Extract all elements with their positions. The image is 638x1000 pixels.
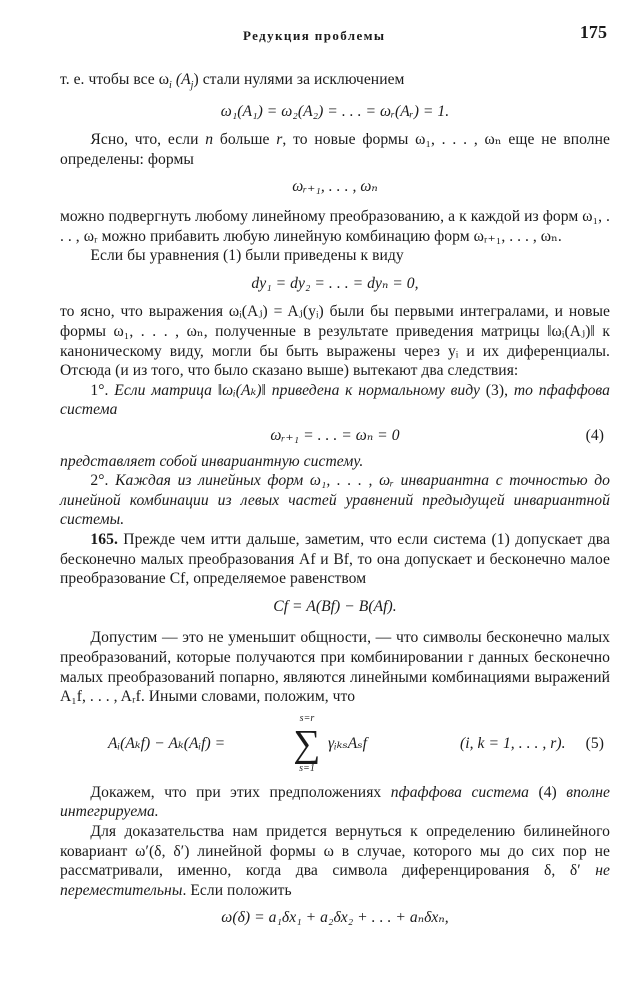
equation-structure-constants <box>60 713 610 777</box>
equation-number-5: (5) <box>585 734 604 752</box>
paragraph-theorem: Докажем, что при этих предположениях пфаффова система (4) вполне интегрируема. <box>60 783 610 821</box>
equation-linear-form: ω(δ) = a₁δx₁ + a₂δx₂ + . . . + aₙδxₙ, <box>221 909 449 927</box>
paragraph-forms-undetermined: Ясно, что, если n больше r, то новые формы ω₁, . . . , ωₙ еще не вполне определены: формы <box>60 131 610 168</box>
sigma-symbol: ∑ <box>293 722 321 765</box>
equation-remaining-forms: ωᵣ₊₁, . . . , ωₙ <box>292 178 378 196</box>
running-head: Редукция проблемы <box>243 28 386 43</box>
equation-normalization: ω₁(A₁) = ω₂(A₂) = . . . = ωᵣ(Aᵣ) = 1. <box>220 102 450 120</box>
equation-number-4: (4) <box>585 427 604 445</box>
equation-differentials: dy₁ = dy₂ = . . . = dyₙ = 0, <box>251 274 419 292</box>
section-number: 165. <box>90 530 118 548</box>
equation-commutator: Cf = A(Bf) − B(Af). <box>273 597 397 615</box>
corollary-1: 1°. Если матрица ‖ωᵢ(Aₖ)‖ приведена к нормальному виду (3), то пфаффова система <box>60 381 610 419</box>
sum-upper-limit: s=r <box>299 712 315 724</box>
paragraph-bilinear-covariant: Для доказательства нам придется вернуться к определению билинейного ковариант ω′(δ, δ′) линейной формы ω в случае, которого мы до сих пор не рассматривали, именно, когда два символа диференцирования δ, δ′ не переместительны. Если положить <box>60 822 610 899</box>
paragraph-linear-transform: можно подвергнуть любому линейному преобразованию, а к каждой из форм ω₁, . . . , ωᵣ можно прибавить любую линейную комбинацию форм ωᵣ₊₁, . . . , ωₙ. <box>60 208 610 245</box>
index-range: (i, k = 1, . . . , r). <box>460 734 566 752</box>
corollary-2: 2°. Каждая из линейных форм ω₁, . . . , ωᵣ инвариантна с точностью до линейной комбинации из левых частей уравнений предыдущей инвариантной системы. <box>60 472 611 529</box>
page-number: 175 <box>579 22 607 42</box>
equation-pfaff-system: ωᵣ₊₁ = . . . = ωₙ = 0 (4) <box>270 427 604 445</box>
summation-sign <box>287 713 327 775</box>
page-body <box>60 70 610 928</box>
equation-rhs: γᵢₖₛAₛf <box>328 734 368 752</box>
paragraph-intro: т. е. чтобы все $\omega_i$ $(A_j)$ стали нулями за исключением <box>60 71 405 92</box>
paragraph-reduced-equations: Если бы уравнения (1) были приведены к виду <box>90 247 404 265</box>
corollary-1-conclusion: представляет собой инвариантную систему. <box>60 452 364 470</box>
paragraph-first-integrals: то ясно, что выражения ωᵢ(Aⱼ) = Aⱼ(yᵢ) были бы первыми интегралами, и новые формы ω₁, . . . , ωₙ, полученные в результате приведения матрицы ‖ωᵢ(Aⱼ)‖ к каноническому виду, могли бы быть выражены через yᵢ и их диференциалы. Отсюда (и из того, что было сказано выше) вытекают два следствия: <box>60 303 610 380</box>
paragraph-assumption: Допустим — это не уменьшит общности, — что символы бесконечно малых преобразований, которые получаются при комбинировании r данных бесконечно малых преобразований попарно, являются линейными комбинациями выражений A₁f, . . . , Aᵣf. Иными словами, положим, что <box>60 629 610 706</box>
equation-lhs: Aᵢ(Aₖf) − Aₖ(Aᵢf) = <box>108 734 226 752</box>
section-165: 165. Прежде чем итти дальше, заметим, что если система (1) допускает два бесконечно малых преобразования Af и Bf, то она допускает и бесконечно малое преобразование Cf, определяемое равенством <box>60 530 610 588</box>
sum-lower-limit: s=1 <box>299 762 315 774</box>
page-header <box>0 22 638 47</box>
